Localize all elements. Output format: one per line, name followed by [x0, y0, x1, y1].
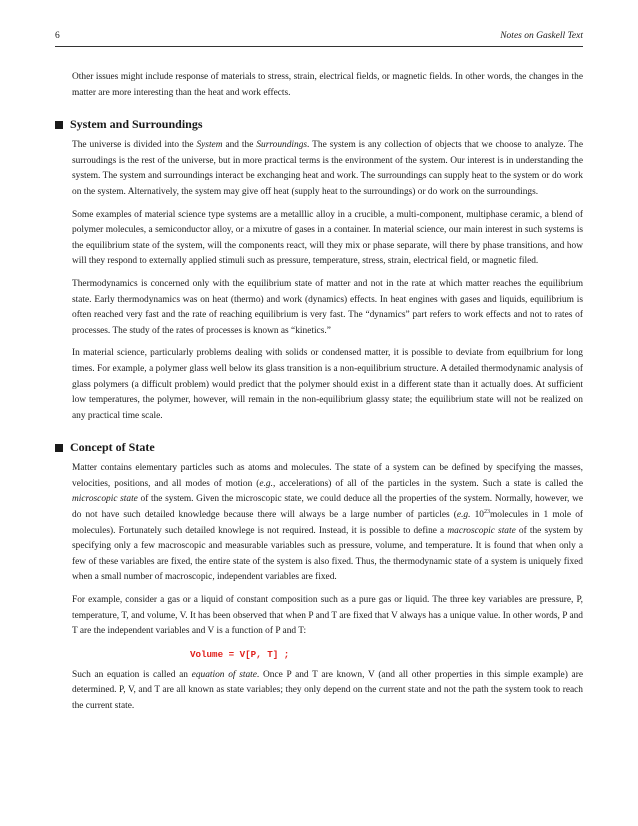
section-heading-state: [55, 440, 583, 455]
section-heading-system: [55, 117, 583, 132]
text-run: molecules in 1 mole of molecules). Fortunately such detailed knowlege is not required. Instead, it is possible to define a: [72, 510, 583, 536]
superscript: 23: [483, 508, 490, 515]
square-bullet-icon: [55, 121, 63, 129]
paragraph: Thermodynamics is concerned only with the equilibrium state of matter and not in the rate at which matter reaches the equilibrium state. Early thermodynamics was on heat (thermo) and work (dynamics) effects. In heat engines with gases and liquids, equilibrium is often reached very fast and the rate of reaching equilibrium is very fast. The “dynamics” part refers to work effects and not to rates of processes. The study of the rates of processes is known as “kinetics.”: [72, 278, 583, 336]
square-bullet-icon: [55, 444, 63, 452]
section-system-body: [55, 138, 583, 424]
text-run: 10: [470, 510, 484, 521]
intro-paragraph: Other issues might include response of materials to stress, strain, electrical fields, or magnetic fields. In other words, the changes in the matter are more interesting than the heat and work effects.: [72, 72, 583, 98]
paragraph: In material science, particularly problems dealing with solids or condensed matter, it is possible to deviate from equilbrium for long times. For example, a polymer glass well below its glass transition is a non-equilibrium structure. A detailed thermodynamic analysis of glass polymers (a difficult problem) would predict that the polymer should exist in a different state than it actually does. At sufficient low temperatures, the polymer, however, will remain in the non-equilibrium glassy state; the equilibrium state will not be realized on any practical time scale.: [72, 348, 583, 421]
text-run: of the system. Given the microscopic state, we could deduce all the properties of the system. Normally, however, we do not have such detailed knowledge because there will always be a large number of particles (: [72, 494, 583, 521]
equation-of-state-formula: Volume = V[P, T] ;: [190, 648, 290, 660]
section-title: Concept of State: [70, 440, 155, 455]
text-run: of the system by specifying only a few macroscopic and measurable variables such as pressure, volume, and temperature. It is found that when only a few of these variables are fixed, the entire state of the system is also fixed. Thus, the thermodynamic state of a system is uniquely fixed when a small number of macroscopic, independent variables are fixed.: [72, 525, 583, 583]
text-run: The universe is divided into the: [72, 140, 197, 151]
paragraph: Some examples of material science type systems are a metalllic alloy in a crucible, a multi-component, multiphase ceramic, a blend of polymer molecules, a semiconductor alloy, or a mixutre of gases in a container. In material science, our main interest in such systems is the equilibrium state of the system, will the components react, will they mix or phase separate, will there by phase transitions, and how will they respond to externally applied stimuli such as pressure, temperature, stress, strain, electrical field, or magnetic filed.: [72, 209, 583, 267]
text-run: , accelerations) of all of the particles in the system. Such a state is called the: [272, 478, 583, 489]
paragraph: [72, 461, 583, 586]
emphasis: macroscopic state: [447, 525, 516, 536]
emphasis: Surroundings: [256, 140, 308, 151]
page-content: [55, 70, 583, 722]
text-run: . Once P and T are known, V (and all other properties in this simple example) are determined. P, V, and T are all known as state variables; they only depend on the current state and not the path the system took to reach the current state.: [72, 669, 583, 711]
text-run: Such an equation is called an: [72, 669, 192, 680]
section-title: System and Surroundings: [70, 117, 203, 132]
running-title: Notes on Gaskell Text: [500, 31, 583, 41]
section-state-body: [55, 461, 583, 714]
emphasis: e.g.: [456, 510, 471, 521]
emphasis: e.g.: [259, 478, 273, 489]
text-run: and the: [222, 140, 257, 151]
page-header: [55, 31, 583, 45]
text-run: Matter contains elementary particles such as atoms and molecules. The state of a system can be defined by specifying the masses, velocities, positions, and all modes of motion (: [72, 463, 583, 489]
paragraph: [72, 668, 583, 715]
page-number: 6: [55, 31, 60, 41]
header-rule: [55, 46, 583, 47]
intro-block: [55, 70, 583, 101]
emphasis: equation of state: [191, 669, 257, 680]
paragraph: [72, 138, 583, 200]
paragraph: For example, consider a gas or a liquid of constant composition such as a pure gas or liquid. The three key variables are pressure, P, temperature, T, and volume, V. It has been observed that when P and T are fixed that V always has a unique value. In other words, P and T are the independent variables and V is a function of P and T:: [72, 595, 583, 637]
emphasis: System: [196, 140, 223, 151]
text-run: . The system is any collection of objects that we choose to analyze. The surroudings is the rest of the universe, but in more practical terms is the environment of the system. Our interest is in understanding the system. The system and surroundings interact be exchanging heat and work. The surroundings can supply heat to the system or do work on the system. Alternatively, the system may give off heat (supply heat to the surroundings) or do work on the surroundings.: [72, 140, 583, 197]
emphasis: microscopic state: [72, 494, 138, 505]
